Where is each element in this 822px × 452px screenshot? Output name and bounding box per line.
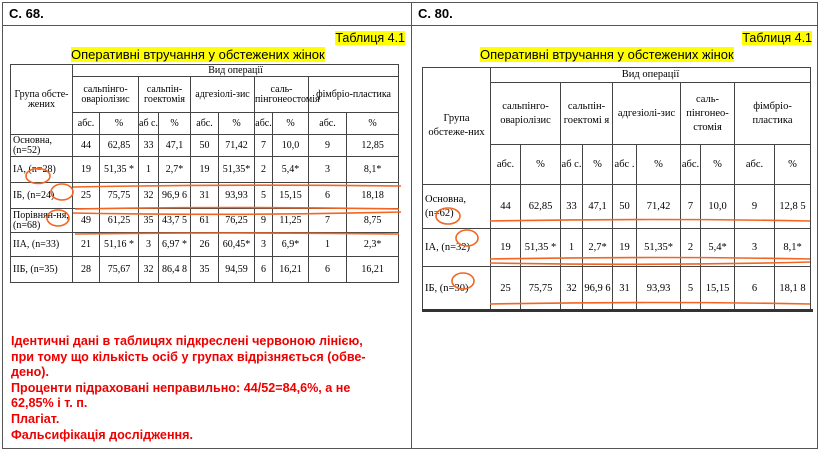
op-name: сальпінго-оваріолізис <box>73 77 139 113</box>
table-row <box>11 157 399 183</box>
note-line: при тому що кількість осіб у групах відрізняється (обве- <box>11 349 366 364</box>
operation-header: Вид операції <box>491 68 811 83</box>
value-cell: 96,9 6 <box>159 183 191 209</box>
value-cell: 3 <box>735 229 775 267</box>
op-name: фімбріо-пластика <box>735 83 811 145</box>
sub-header: % <box>637 145 681 185</box>
sub-header: % <box>775 145 811 185</box>
op-name: сальпін-гоектомі я <box>561 83 613 145</box>
group-cell: IIБ, (n=35) <box>11 257 73 283</box>
sub-header: аб с. <box>561 145 583 185</box>
table-row <box>11 209 399 233</box>
value-cell: 15,15 <box>273 183 309 209</box>
value-cell: 25 <box>73 183 100 209</box>
value-cell: 35 <box>139 209 159 233</box>
value-cell: 12,85 <box>347 135 399 157</box>
value-cell: 61 <box>191 209 219 233</box>
sub-header: абс. <box>491 145 521 185</box>
value-cell: 6 <box>255 257 273 283</box>
table-row <box>423 267 811 311</box>
value-cell: 31 <box>613 267 637 311</box>
sub-header: абс. <box>191 113 219 135</box>
value-cell: 21 <box>73 233 100 257</box>
sub-header: % <box>347 113 399 135</box>
value-cell: 16,21 <box>347 257 399 283</box>
group-cell: IA, (n=28) <box>11 157 73 183</box>
left-page-label: С. 68. <box>9 6 44 21</box>
value-cell: 7 <box>681 185 701 229</box>
value-cell: 1 <box>139 157 159 183</box>
group-cell: IA, (n=32) <box>423 229 491 267</box>
value-cell: 9 <box>255 209 273 233</box>
value-cell: 47,1 <box>583 185 613 229</box>
value-cell: 2,7* <box>583 229 613 267</box>
table-row <box>11 135 399 157</box>
value-cell: 16,21 <box>273 257 309 283</box>
op-name: адгезіолі-зис <box>191 77 255 113</box>
group-header: Група обстеже-них <box>423 68 491 185</box>
sub-header: абс. <box>735 145 775 185</box>
right-panel <box>412 26 818 448</box>
group-cell: Основна, (n=52) <box>11 135 73 157</box>
value-cell: 75,67 <box>100 257 139 283</box>
value-cell: 6 <box>309 183 347 209</box>
value-cell: 51,35 * <box>100 157 139 183</box>
value-cell: 96,9 6 <box>583 267 613 311</box>
value-cell: 33 <box>561 185 583 229</box>
table-row <box>11 257 399 283</box>
value-cell: 51,35 * <box>521 229 561 267</box>
table-number: Таблиця 4.1 <box>742 31 812 45</box>
value-cell: 75,75 <box>100 183 139 209</box>
value-cell: 6 <box>309 257 347 283</box>
value-cell: 9 <box>735 185 775 229</box>
value-cell: 12,8 5 <box>775 185 811 229</box>
value-cell: 25 <box>491 267 521 311</box>
group-cell: IБ, (n=24) <box>11 183 73 209</box>
value-cell: 26 <box>191 233 219 257</box>
value-cell: 93,93 <box>219 183 255 209</box>
table-row <box>11 233 399 257</box>
note-line: 62,85% і т. п. <box>11 396 88 411</box>
value-cell: 47,1 <box>159 135 191 157</box>
value-cell: 3 <box>309 157 347 183</box>
op-name: фімбріо-пластика <box>309 77 399 113</box>
value-cell: 10,0 <box>273 135 309 157</box>
group-cell: Основна, (n=62) <box>423 185 491 229</box>
op-name: адгезіолі-зис <box>613 83 681 145</box>
value-cell: 19 <box>613 229 637 267</box>
value-cell: 8,1* <box>775 229 811 267</box>
value-cell: 1 <box>561 229 583 267</box>
value-cell: 19 <box>191 157 219 183</box>
value-cell: 71,42 <box>637 185 681 229</box>
value-cell: 71,42 <box>219 135 255 157</box>
value-cell: 3 <box>255 233 273 257</box>
value-cell: 43,7 5 <box>159 209 191 233</box>
value-cell: 5 <box>255 183 273 209</box>
right-page-label: С. 80. <box>418 6 453 21</box>
value-cell: 6,97 * <box>159 233 191 257</box>
value-cell: 8,1* <box>347 157 399 183</box>
group-cell: Порівнян-ня, (n=68) <box>11 209 73 233</box>
value-cell: 76,25 <box>219 209 255 233</box>
sub-header: % <box>273 113 309 135</box>
left-panel <box>3 26 411 448</box>
table-number: Таблиця 4.1 <box>335 31 405 45</box>
value-cell: 60,45* <box>219 233 255 257</box>
value-cell: 62,85 <box>521 185 561 229</box>
sub-header: % <box>219 113 255 135</box>
sub-header: абс . <box>613 145 637 185</box>
annotation-note <box>11 334 391 443</box>
table-caption: Оперативні втручання у обстежених жінок <box>480 47 734 62</box>
value-cell: 28 <box>73 257 100 283</box>
value-cell: 93,93 <box>637 267 681 311</box>
value-cell: 2,7* <box>159 157 191 183</box>
value-cell: 44 <box>491 185 521 229</box>
sub-header: % <box>583 145 613 185</box>
value-cell: 18,1 8 <box>775 267 811 311</box>
op-name: саль-пінгонео-стомія <box>681 83 735 145</box>
sub-header: абс. <box>309 113 347 135</box>
value-cell: 5 <box>681 267 701 311</box>
value-cell: 33 <box>139 135 159 157</box>
value-cell: 2 <box>255 157 273 183</box>
value-cell: 50 <box>613 185 637 229</box>
value-cell: 51,16 * <box>100 233 139 257</box>
value-cell: 61,25 <box>100 209 139 233</box>
value-cell: 50 <box>191 135 219 157</box>
value-cell: 10,0 <box>701 185 735 229</box>
note-line: Плагіат. <box>11 411 60 426</box>
op-name: сальпін-гоектомія <box>139 77 191 113</box>
right-table <box>422 67 811 311</box>
value-cell: 49 <box>73 209 100 233</box>
value-cell: 44 <box>73 135 100 157</box>
sub-header: абс. <box>73 113 100 135</box>
group-header: Група обсте-жених <box>11 65 73 135</box>
op-name: сальпінго-оваріолізис <box>491 83 561 145</box>
left-table <box>10 64 399 283</box>
value-cell: 5,4* <box>273 157 309 183</box>
table-row <box>423 229 811 267</box>
value-cell: 19 <box>491 229 521 267</box>
value-cell: 7 <box>309 209 347 233</box>
group-cell: IIA, (n=33) <box>11 233 73 257</box>
sub-header: % <box>159 113 191 135</box>
value-cell: 31 <box>191 183 219 209</box>
value-cell: 15,15 <box>701 267 735 311</box>
value-cell: 32 <box>139 183 159 209</box>
value-cell: 35 <box>191 257 219 283</box>
value-cell: 1 <box>309 233 347 257</box>
value-cell: 19 <box>73 157 100 183</box>
value-cell: 6,9* <box>273 233 309 257</box>
value-cell: 62,85 <box>100 135 139 157</box>
note-line: дено). <box>11 365 49 380</box>
value-cell: 94,59 <box>219 257 255 283</box>
sub-header: абс. <box>255 113 273 135</box>
value-cell: 2,3* <box>347 233 399 257</box>
note-line: Проценти підраховані неправильно: 44/52=84,6%, а не <box>11 380 351 395</box>
op-name: саль-пінгонеостомія <box>255 77 309 113</box>
comparison-frame <box>2 2 818 449</box>
value-cell: 51,35* <box>637 229 681 267</box>
group-cell: IБ, (n=30) <box>423 267 491 311</box>
value-cell: 7 <box>255 135 273 157</box>
value-cell: 5,4* <box>701 229 735 267</box>
sub-header: абс. <box>681 145 701 185</box>
operation-header: Вид операції <box>73 65 399 77</box>
value-cell: 2 <box>681 229 701 267</box>
value-cell: 32 <box>139 257 159 283</box>
value-cell: 6 <box>735 267 775 311</box>
sub-header: аб с. <box>139 113 159 135</box>
sub-header: % <box>521 145 561 185</box>
value-cell: 86,4 8 <box>159 257 191 283</box>
table-bottom-rule <box>422 309 813 312</box>
value-cell: 75,75 <box>521 267 561 311</box>
table-caption: Оперативні втручання у обстежених жінок <box>71 47 325 62</box>
value-cell: 18,18 <box>347 183 399 209</box>
table-row <box>11 183 399 209</box>
note-line: Фальсифікація дослідження. <box>11 427 194 442</box>
value-cell: 32 <box>561 267 583 311</box>
sub-header: % <box>701 145 735 185</box>
value-cell: 11,25 <box>273 209 309 233</box>
value-cell: 8,75 <box>347 209 399 233</box>
value-cell: 51,35* <box>219 157 255 183</box>
value-cell: 3 <box>139 233 159 257</box>
note-line: Ідентичні дані в таблицях підкреслені червоною лінією, <box>11 334 363 348</box>
table-row <box>423 185 811 229</box>
value-cell: 9 <box>309 135 347 157</box>
sub-header: % <box>100 113 139 135</box>
